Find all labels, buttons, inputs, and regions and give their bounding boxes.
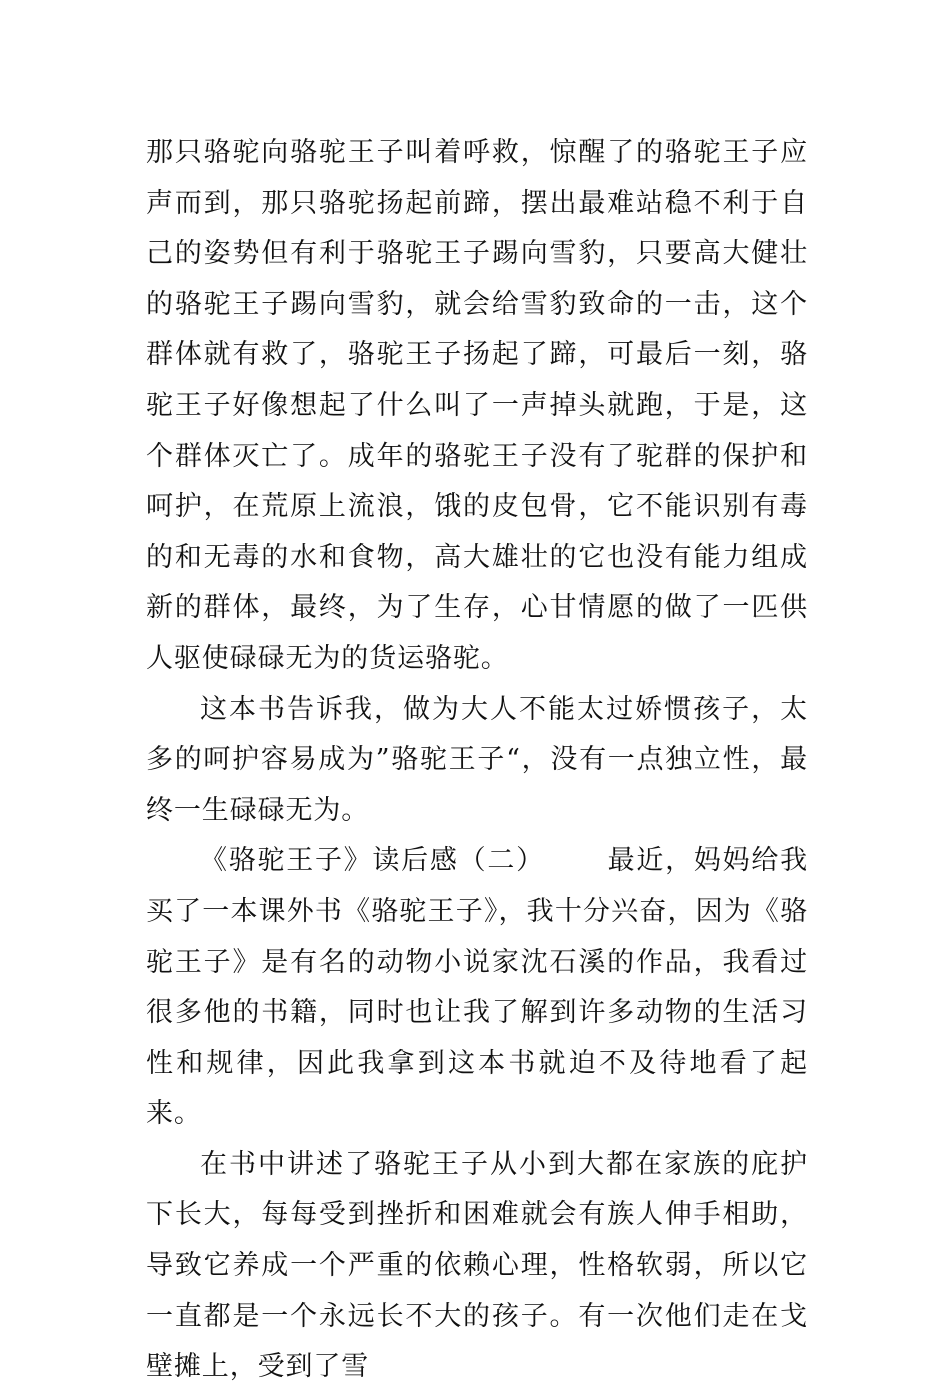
paragraph-story-summary: 在书中讲述了骆驼王子从小到大都在家族的庇护下长大，每每受到挫折和困难就会有族人伸手相助，导致它养成一个严重的依赖心理，性格软弱，所以它一直都是一个永远长不大的孩子。有一次他们走在戈壁摊上，受到了雪 — [146, 1148, 808, 1383]
essay-heading: 《骆驼王子》读后感（二） — [200, 845, 545, 877]
paragraph-camel-story-ending: 那只骆驼向骆驼王子叫着呼救，惊醒了的骆驼王子应声而到，那只骆驼扬起前蹄，摆出最难站稳不利于自己的姿势但有利于骆驼王子踢向雪豹，只要高大健壮的骆驼王子踢向雪豹，就会给雪豹致命的一击，这个群体就有救了，骆驼王子扬起了蹄，可最后一刻，骆驼王子好像想起了什么叫了一声掉头就跑，于是，这个群体灭亡了。成年的骆驼王子没有了驼群的保护和呵护，在荒原上流浪，饿的皮包骨，它不能识别有毒的和无毒的水和食物，高大雄壮的它也没有能力组成新的群体，最终，为了生存，心甘情愿的做了一匹供人驱使碌碌无为的货运骆驼。 — [146, 137, 808, 674]
paragraph-second-essay-intro — [146, 836, 808, 1140]
essay-intro-text: 最近，妈妈给我买了一本课外书《骆驼王子》，我十分兴奋，因为《骆驼王子》是有名的动物小说家沈石溪的作品，我看过很多他的书籍，同时也让我了解到许多动物的生活习性和规律，因此我拿到这本书就迫不及待地看了起来。 — [146, 845, 808, 1130]
document-body — [146, 128, 808, 1393]
paragraph-book-lesson: 这本书告诉我，做为大人不能太过娇惯孩子，太多的呵护容易成为”骆驼王子“，没有一点独立性，最终一生碌碌无为。 — [146, 693, 808, 826]
